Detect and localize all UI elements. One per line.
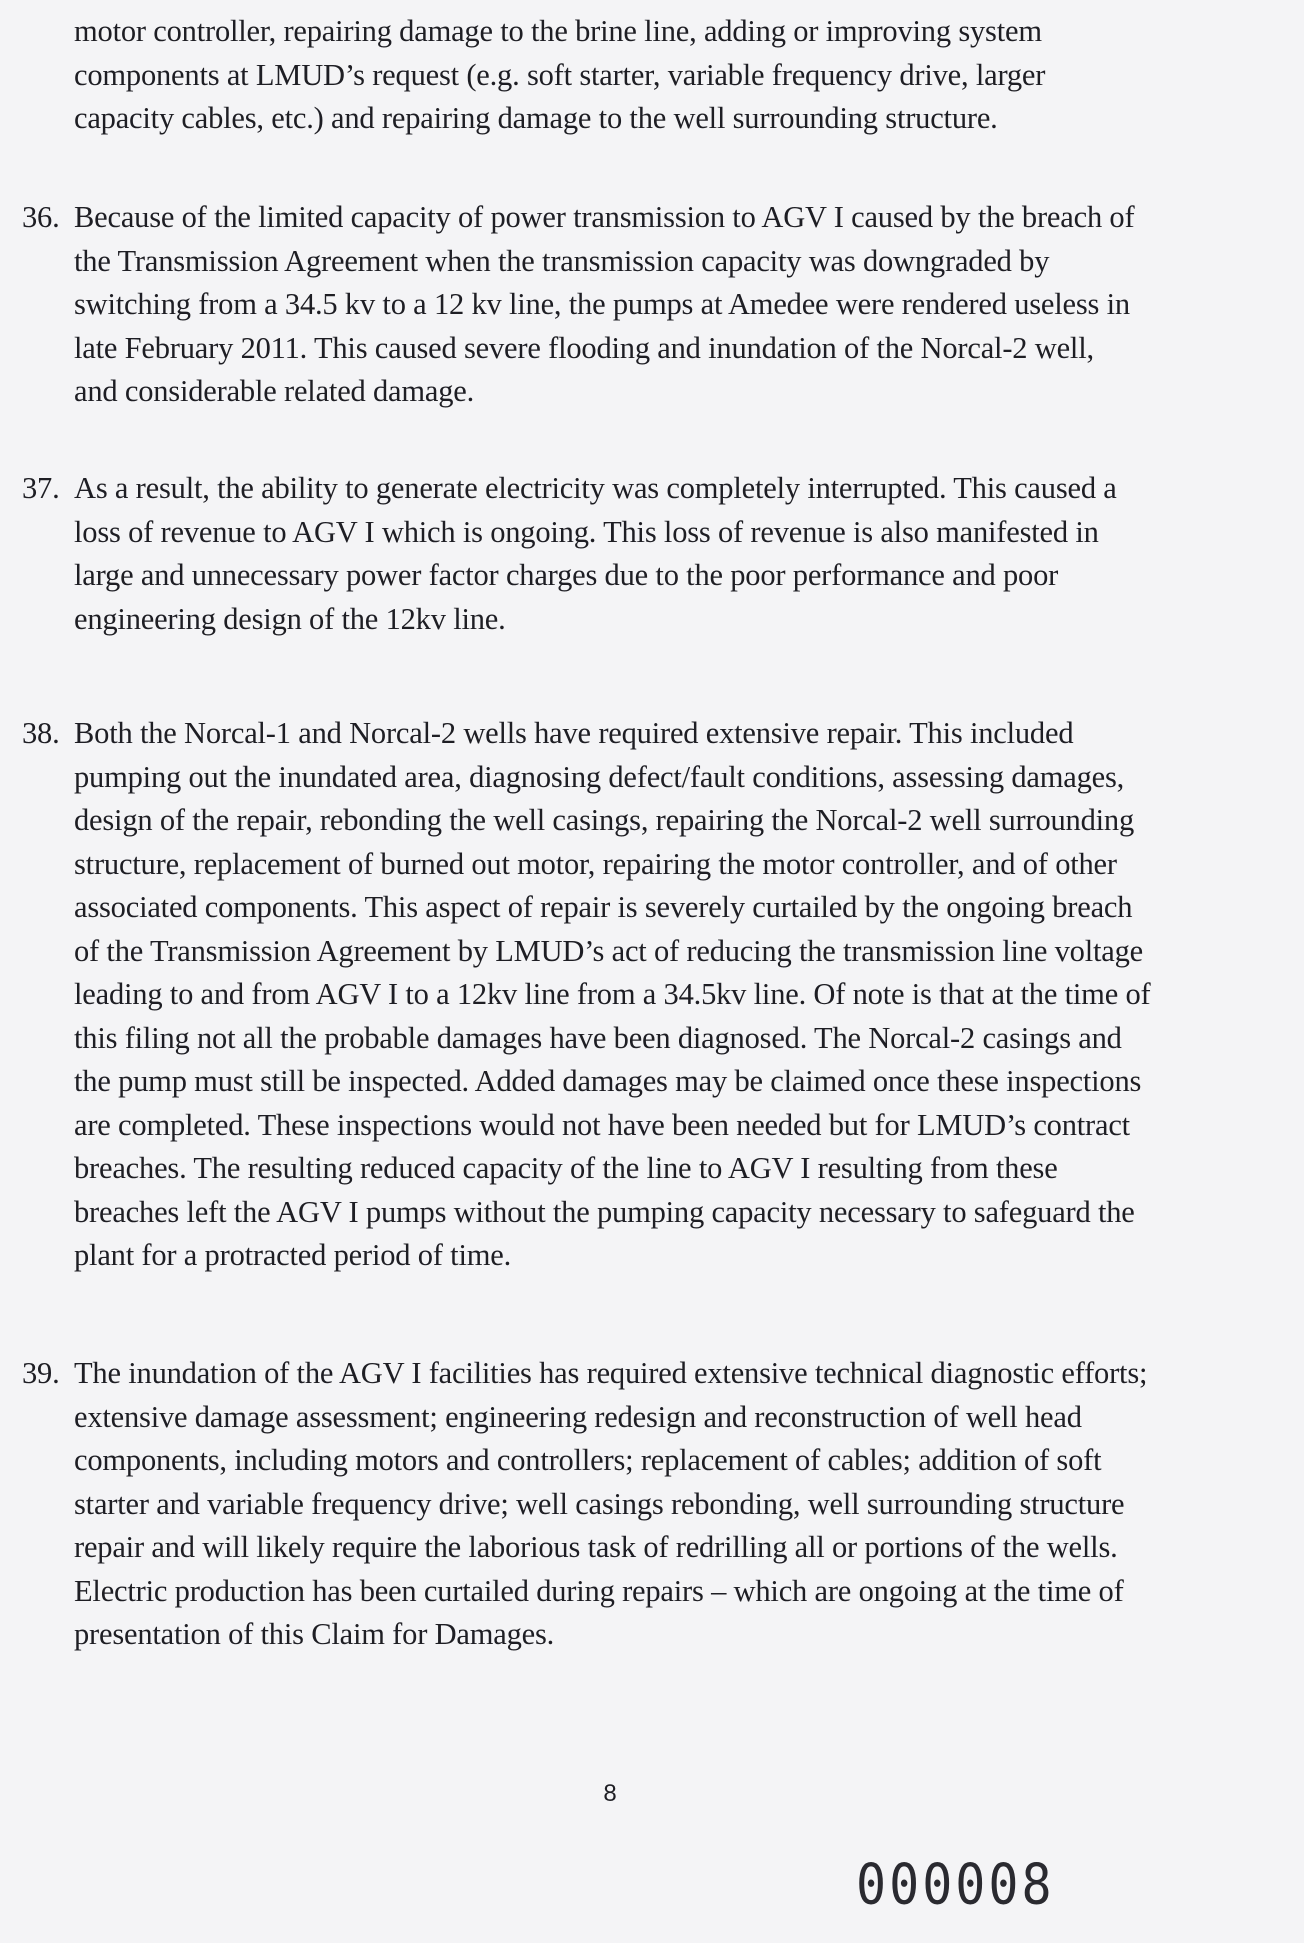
paragraph-line: plant for a protracted period of time. bbox=[74, 1238, 512, 1272]
paragraph-line: Both the Norcal-1 and Norcal-2 wells have required extensive repair. This included bbox=[74, 716, 1074, 750]
paragraph-line: design of the repair, rebonding the well casings, repairing the Norcal-2 well surrounding bbox=[74, 803, 1135, 837]
paragraph-line: of the Transmission Agreement by LMUD’s act of reducing the transmission line voltage bbox=[74, 933, 1143, 968]
paragraph-line: components, including motors and controllers; replacement of cables; addition of soft bbox=[74, 1443, 1102, 1477]
paragraph-36 bbox=[22, 196, 1254, 414]
paragraph-line: large and unnecessary power factor charges due to the poor performance and poor bbox=[74, 558, 1059, 592]
paragraph-line: pumping out the inundated area, diagnosing defect/fault conditions, assessing damages, bbox=[74, 759, 1125, 794]
paragraph-line: leading to and from AGV I to a 12kv line from a 34.5kv line. Of note is that at the time of bbox=[74, 977, 1151, 1011]
paragraph-line: breaches left the AGV I pumps without the pumping capacity necessary to safeguard the bbox=[74, 1194, 1135, 1229]
paragraph-line: this filing not all the probable damages have been diagnosed. The Norcal-2 casings and bbox=[74, 1020, 1122, 1055]
paragraph-line: repair and will likely require the laborious task of redrilling all or portions of the wells. bbox=[74, 1530, 1118, 1564]
paragraph-39 bbox=[22, 1352, 1254, 1657]
paragraph-line: The inundation of the AGV I facilities has required extensive technical diagnostic efforts; bbox=[74, 1356, 1148, 1390]
paragraph-line: structure, replacement of burned out motor, repairing the motor controller, and of other bbox=[74, 846, 1117, 881]
paragraph-line: the pump must still be inspected. Added damages may be claimed once these inspections bbox=[74, 1064, 1142, 1098]
paragraph-line: late February 2011. This caused severe flooding and inundation of the Norcal-2 well, bbox=[74, 330, 1094, 365]
paragraph-38 bbox=[22, 712, 1254, 1278]
paragraph-line: are completed. These inspections would not have been needed but for LMUD’s contract bbox=[74, 1107, 1130, 1142]
paragraph-line: components at LMUD’s request (e.g. soft starter, variable frequency drive, larger bbox=[74, 57, 1046, 92]
paragraph-line: breaches. The resulting reduced capacity of the line to AGV I resulting from these bbox=[74, 1151, 1058, 1185]
bates-number-stamp: 000008 bbox=[856, 1852, 1055, 1917]
paragraph-line: the Transmission Agreement when the transmission capacity was downgraded by bbox=[74, 243, 1050, 278]
paragraph-line: starter and variable frequency drive; well casings rebonding, well surrounding structure bbox=[74, 1486, 1125, 1521]
continued-paragraph bbox=[74, 10, 1254, 141]
paragraph-line: Because of the limited capacity of power transmission to AGV I caused by the breach of bbox=[74, 200, 1135, 234]
paragraph-number: 36. bbox=[22, 200, 60, 234]
paragraph-line: presentation of this Claim for Damages. bbox=[74, 1617, 555, 1651]
paragraph-line: associated components. This aspect of repair is severely curtailed by the ongoing breach bbox=[74, 890, 1133, 924]
paragraph-line: Electric production has been curtailed during repairs – which are ongoing at the time of bbox=[74, 1573, 1124, 1608]
paragraph-line: As a result, the ability to generate electricity was completely interrupted. This caused a bbox=[74, 471, 1117, 505]
paragraph-line: and considerable related damage. bbox=[74, 374, 475, 408]
paragraph-line: switching from a 34.5 kv to a 12 kv line, the pumps at Amedee were rendered useless in bbox=[74, 287, 1130, 321]
paragraph-number: 39. bbox=[22, 1356, 60, 1390]
paragraph-37 bbox=[22, 467, 1254, 641]
paragraph-number: 38. bbox=[22, 716, 60, 750]
paragraph-line: motor controller, repairing damage to the brine line, adding or improving system bbox=[74, 14, 1042, 48]
paragraph-line: loss of revenue to AGV I which is ongoing. This loss of revenue is also manifested in bbox=[74, 514, 1099, 549]
paragraph-line: extensive damage assessment; engineering redesign and reconstruction of well head bbox=[74, 1399, 1082, 1434]
paragraph-line: capacity cables, etc.) and repairing damage to the well surrounding structure. bbox=[74, 101, 998, 135]
paragraph-line: engineering design of the 12kv line. bbox=[74, 601, 506, 636]
paragraph-number: 37. bbox=[22, 471, 60, 505]
page-number: 8 bbox=[603, 1780, 617, 1807]
